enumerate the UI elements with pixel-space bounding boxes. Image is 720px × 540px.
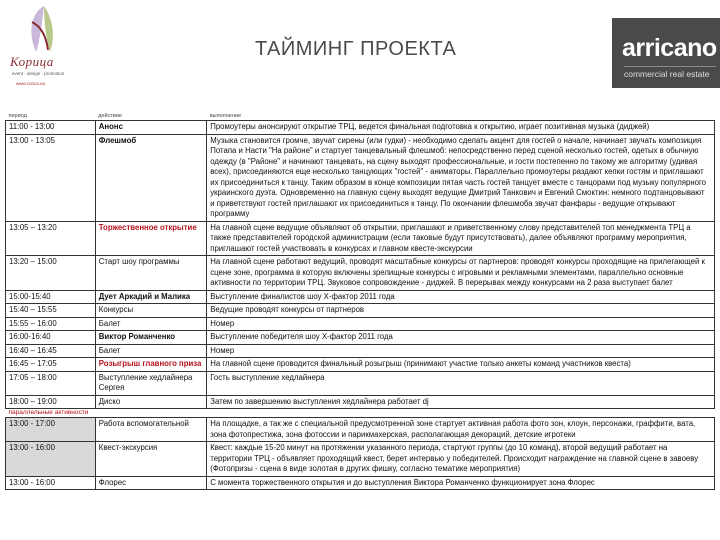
cell-action: Диско	[95, 395, 206, 409]
cell-action: Выступление хедлайнера Сергея	[95, 371, 206, 395]
cell-description: Промоутеры анонсируют открытие ТРЦ, ведется финальная подготовка к открытию, играет позитивная музыка (диджей)	[207, 121, 715, 135]
column-header-period: период	[6, 112, 96, 121]
cell-description: На главной сцене проводится финальный розыгрыш (принимают участие только анкеты команд участников квеста)	[207, 358, 715, 372]
table-row	[6, 121, 715, 135]
table-row	[6, 476, 715, 490]
cell-action: Торжественное открытие	[95, 221, 206, 256]
cell-description: Ведущие проводят конкурсы от партнеров	[207, 304, 715, 318]
cell-action: Анонс	[95, 121, 206, 135]
cell-action: Виктор Романченко	[95, 331, 206, 345]
cell-time: 13:00 - 16:00	[6, 476, 96, 490]
arricano-logo	[612, 18, 720, 88]
korica-logo	[8, 4, 78, 88]
table-header-row	[6, 112, 715, 121]
arricano-divider	[624, 66, 716, 67]
table-row	[6, 331, 715, 345]
table-row	[6, 371, 715, 395]
cell-time: 13:00 - 16:00	[6, 442, 96, 477]
cell-description: Выступление победителя шоу Х-фактор 2011 года	[207, 331, 715, 345]
table-row	[6, 134, 715, 221]
cell-description: Квест: каждые 15-20 минут на протяжении указанного периода, стартуют группы (до 10 команд), второй ведущий работает на территории ТРЦ - объявляет проходящий квест, берет интервью у победителей. Происходит награждение на главной сцене в завоеву (Фотопризы - сцена в виде золотая в других фишку, согласно тематике мероприятия)	[207, 442, 715, 477]
table-row	[6, 418, 715, 442]
cell-time: 15:00-15:40	[6, 290, 96, 304]
cell-time: 13:20 – 15:00	[6, 256, 96, 291]
cell-action: Флорес	[95, 476, 206, 490]
korica-brand: Корица	[10, 54, 54, 69]
cell-time: 15:55 – 16:00	[6, 317, 96, 331]
table-row	[6, 358, 715, 372]
cell-time: 13:00 - 13:05	[6, 134, 96, 221]
table-row	[6, 344, 715, 358]
cell-action: Балет	[95, 344, 206, 358]
cell-time: 15:40 – 15:55	[6, 304, 96, 318]
main-rows	[6, 121, 715, 409]
cell-action: Квест-экскурсия	[95, 442, 206, 477]
cell-action: Розыгрыш главного приза	[95, 358, 206, 372]
table-row	[6, 304, 715, 318]
column-header-action: действие	[95, 112, 206, 121]
cell-description: Номер	[207, 317, 715, 331]
arricano-name: arricano	[622, 34, 717, 62]
table-row	[6, 317, 715, 331]
cell-description: На площадке, а так же с специальной предусмотренной зоне стартует активная работа фото зон, клоун, персонажи, граффити, вата, зона фотопрестижа, зона фотоссии и парикмахерская, располагающая декораций, детские игротеки	[207, 418, 715, 442]
cell-time: 13:00 - 17:00	[6, 418, 96, 442]
cell-time: 17:05 – 18:00	[6, 371, 96, 395]
arricano-subtitle: commercial real estate	[624, 69, 710, 79]
cell-description: Гость выступление хедлайнера	[207, 371, 715, 395]
cell-time: 13:05 – 13:20	[6, 221, 96, 256]
table-row	[6, 290, 715, 304]
cell-description: На главной сцене работают ведущий, проводят масштабные конкурсы от партнеров: проводят конкурсы проходящие на прилегающей к сцене зоне, программа в которую включены зрелищные конкурсы с игровыми и рекламными элементами, параллельно основные активности по территории ТРЦ. Звуковое сопровождение - диджей. В перерывах между конкурсами на 2 раза выступает балет	[207, 256, 715, 291]
table-row	[6, 221, 715, 256]
table-row	[6, 442, 715, 477]
timing-table	[5, 112, 715, 490]
table-row	[6, 395, 715, 409]
cell-description: На главной сцене ведущие объявляют об открытии, приглашают и приветственному слову представителей топ менеджмента ТРЦ а также представителей городской администрации (если таковые будут присутствовать), далее объявляют программу мероприятия, приглашают гостей участвовать в конкурсах и главном квесте-экскурсии	[207, 221, 715, 256]
page-title: ТАЙМИНГ ПРОЕКТА	[255, 38, 457, 60]
cell-description: Выступление финалистов шоу Х-фактор 2011 года	[207, 290, 715, 304]
cell-time: 16:00-16:40	[6, 331, 96, 345]
cell-description: Музыка становится громче, звучат сирены (или гудки) - необходимо сделать акцент для гостей о начале, начинает звучать композиция Потапа и Насти "На районе" и стартует танцевальный флешмоб: непосредственно перед сценой несколько гостей, одетых в обычную одежду (в "Районе" и начинают танцевать, на сцену выходят профессиональные, и гости постепенно по такому же алгоритму (удивая всех), присоединяются еще несколько танцующих "гостей" - аниматоры. Параллельно промоутеры раздают кепки гостям и приглашают их присоединиться к танцу. Таким образом в конце композиции пятая часть гостей танцует вместе с танцорами под музыку популярного украинского дуэта. Одновременно на главную сцену выходят ведущие Дмитрий Танкович и Евгений Смоктин: немного подтанцовывают и приветствуют гостей приглашают их присоединиться к танцу. По окончании флешмоба звучат фанфары - ведущие открывают программу	[207, 134, 715, 221]
cell-description: Затем по завершению выступления хедлайнера работает dj	[207, 395, 715, 409]
cell-action: Конкурсы	[95, 304, 206, 318]
cell-description: С момента торжественного открытия и до выступления Виктора Романченко функционирует зона Флорес	[207, 476, 715, 490]
parallel-rows	[6, 418, 715, 490]
cell-time: 16:45 – 17:05	[6, 358, 96, 372]
cell-action: Работа вспомогательной	[95, 418, 206, 442]
cell-action: Балет	[95, 317, 206, 331]
korica-tagline: event · design · promotion	[12, 71, 65, 76]
cell-time: 11:00 - 13:00	[6, 121, 96, 135]
section-label: параллельные активности	[6, 409, 715, 418]
cell-action: Флешмоб	[95, 134, 206, 221]
column-header-execution: выполнение	[207, 112, 715, 121]
cell-description: Номер	[207, 344, 715, 358]
cell-time: 18:00 – 19:00	[6, 395, 96, 409]
cell-action: Старт шоу программы	[95, 256, 206, 291]
section-row	[6, 409, 715, 418]
korica-url: www.corica.ua	[16, 81, 46, 86]
korica-leaf-icon	[22, 4, 66, 56]
cell-action: Дует Аркадий и Малика	[95, 290, 206, 304]
table-row	[6, 256, 715, 291]
cell-time: 16:40 – 16:45	[6, 344, 96, 358]
